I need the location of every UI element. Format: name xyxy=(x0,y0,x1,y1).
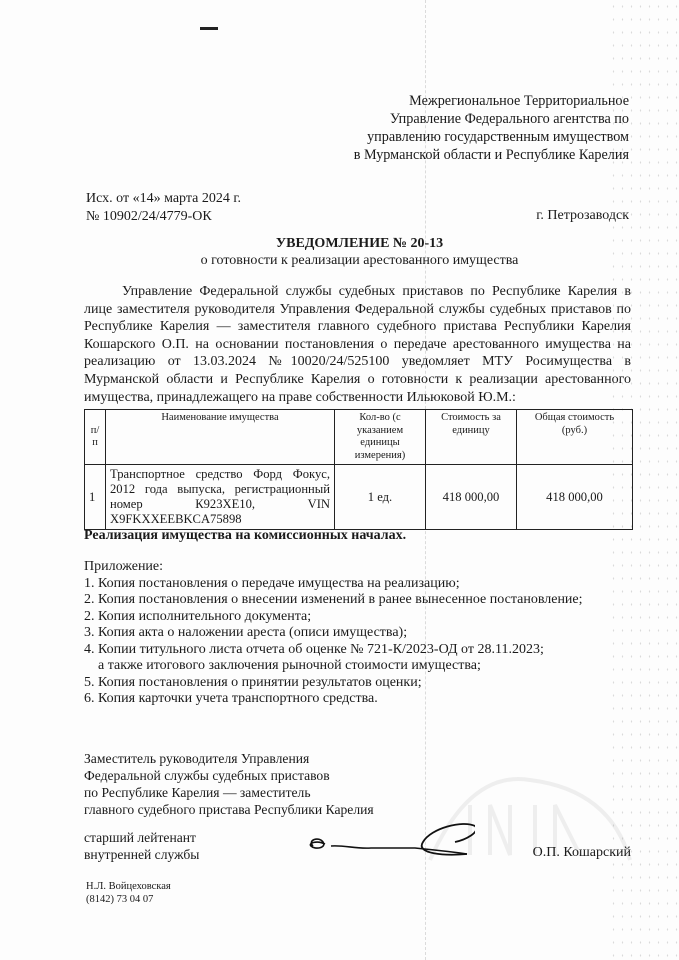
addressee-line: Управление Федерального агентства по xyxy=(389,111,629,127)
cell-unit-price: 418 000,00 xyxy=(426,465,517,530)
header-unit-price: Стоимость за единицу xyxy=(426,410,517,465)
sale-terms: Реализация имущества на комиссионных началах. xyxy=(84,528,407,543)
outgoing-reference xyxy=(86,190,241,226)
cell-qty: 1 ед. xyxy=(335,465,426,530)
header-qty: Кол-во (с указанием единицы измерения) xyxy=(335,410,426,465)
addressee-line: управлению государственным имуществом xyxy=(367,129,629,145)
signer-position xyxy=(84,750,374,818)
addressee-line: в Мурманской области и Республике Карелия xyxy=(353,147,629,163)
executor-name: Н.Л. Войцеховская xyxy=(86,881,171,892)
signer-rank xyxy=(84,829,199,863)
appendix-heading: Приложение: xyxy=(84,559,164,574)
header-total: Общая стоимость (руб.) xyxy=(517,410,633,465)
property-table xyxy=(84,409,633,530)
cell-num: 1 xyxy=(85,465,106,530)
executor-info xyxy=(86,880,171,906)
header-num: п/п xyxy=(85,410,106,465)
appendix xyxy=(84,559,583,708)
appendix-item: 2. Копия исполнительного документа; xyxy=(84,608,312,624)
appendix-item: 4. Копии титульного листа отчета об оценке № 721-К/2023-ОД от 28.11.2023; xyxy=(84,641,544,657)
outgoing-number: № 10902/24/4779-ОК xyxy=(86,209,212,224)
table-header-row xyxy=(85,410,633,465)
body-paragraph: Управление Федеральной службы судебных приставов по Республике Карелия в лице заместителя руководителя Управления Федеральной службы судебных приставов по Республике Карелия — заместителя главного судебного пристава Республики Карелия Кошарского О.П. на основании постановления о передаче арестованного имущества на реализацию от 13.03.2024 №10020/24/525100 уведомляет МТУ Росимущества в Мурманской области и Республике Карелия о готовности к реализации арестованного имущества, принадлежащего на праве собственности Ильюковой Ю.М.: xyxy=(84,284,631,405)
handwritten-signature xyxy=(305,818,475,868)
signer-position-line: Заместитель руководителя Управления xyxy=(84,751,310,766)
document-title: УВЕДОМЛЕНИЕ № 20-13 xyxy=(275,236,444,251)
addressee-block xyxy=(354,92,629,164)
appendix-item: 5. Копия постановления о принятии результатов оценки; xyxy=(84,674,422,690)
appendix-item: 3. Копия акта о наложении ареста (описи имущества); xyxy=(84,625,408,640)
appendix-item: 2. Копия постановления о внесении изменений в ранее вынесенное постановление; xyxy=(84,592,583,607)
city: г. Петрозаводск xyxy=(536,208,629,223)
signer-position-line: Федеральной службы судебных приставов xyxy=(84,768,330,783)
outgoing-date: Исх. от «14» марта 2024 г. xyxy=(86,191,242,206)
document-subtitle: о готовности к реализации арестованного имущества xyxy=(200,253,519,268)
appendix-item-continuation: а также итогового заключения рыночной стоимости имущества; xyxy=(98,658,481,673)
addressee-line: Межрегиональное Территориальное xyxy=(409,93,629,109)
header-name: Наименование имущества xyxy=(106,410,335,465)
signer-rank-line: старший лейтенант xyxy=(84,830,196,845)
signer-position-line: главного судебного пристава Республики Карелия xyxy=(84,802,374,817)
appendix-item: 1. Копия постановления о передаче имущества на реализацию; xyxy=(84,575,460,591)
scan-speck xyxy=(200,27,218,30)
executor-phone: (8142) 73 04 07 xyxy=(86,894,154,905)
table-row xyxy=(85,465,633,530)
cell-total: 418 000,00 xyxy=(517,465,633,530)
signer-name: О.П. Кошарский xyxy=(532,845,631,860)
cell-name: Транспортное средство Форд Фокус, 2012 года выпуска, регистрационный номер К923ХЕ10, VIN X9FKXXEEBKCA75898 xyxy=(106,465,335,530)
signer-position-line: по Республике Карелия — заместитель xyxy=(84,785,311,800)
signer-rank-line: внутренней службы xyxy=(84,847,200,862)
appendix-item: 6. Копия карточки учета транспортного средства. xyxy=(84,691,378,706)
